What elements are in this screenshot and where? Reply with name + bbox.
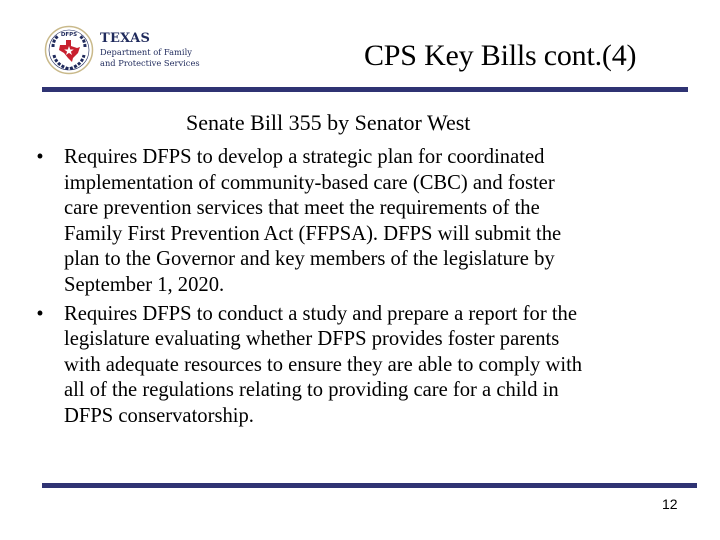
logo-state: TEXAS xyxy=(100,30,151,46)
dfps-seal-icon xyxy=(44,25,94,75)
page-number: 12 xyxy=(662,496,678,512)
bullet-text-line: care prevention services that meet the requirements of the xyxy=(64,197,540,220)
bullet-text-line: with adequate resources to ensure they are able to comply with xyxy=(64,353,583,376)
bullet-item xyxy=(34,145,674,299)
bill-subtitle: Senate Bill 355 by Senator West xyxy=(186,110,471,135)
logo-agency-line2: and Protective Services xyxy=(100,57,200,68)
bullet-text-line: implementation of community-based care (CBC) and foster xyxy=(64,171,555,194)
svg-text:DFPS: DFPS xyxy=(60,32,78,38)
bullet-text-line: legislature evaluating whether DFPS provides foster parents xyxy=(64,328,560,351)
bullet-text-line: September 1, 2020. xyxy=(64,273,225,296)
bullet-list xyxy=(34,145,674,433)
bullet-text-line: plan to the Governor and key members of the legislature by xyxy=(64,248,555,271)
logo-agency-line1: Department of Family xyxy=(100,46,192,57)
bullet-item xyxy=(34,302,674,430)
bullet-text-line: DFPS conservatorship. xyxy=(64,404,254,427)
bullet-text-line: Family First Prevention Act (FFPSA). DFPS will submit the xyxy=(64,222,562,245)
slide-title: CPS Key Bills cont.(4) xyxy=(364,39,637,72)
logo-wordmark xyxy=(100,32,200,69)
bullet-icon: • xyxy=(36,146,44,168)
bullet-text-line: Requires DFPS to develop a strategic plan for coordinated xyxy=(64,146,545,168)
bullet-text-line: all of the regulations relating to providing care for a child in xyxy=(64,379,559,402)
bullet-icon: • xyxy=(36,302,44,325)
dfps-logo xyxy=(44,24,204,76)
header-divider xyxy=(42,87,688,92)
footer-divider xyxy=(42,483,697,488)
bullet-text-line: Requires DFPS to conduct a study and prepare a report for the xyxy=(64,302,577,325)
